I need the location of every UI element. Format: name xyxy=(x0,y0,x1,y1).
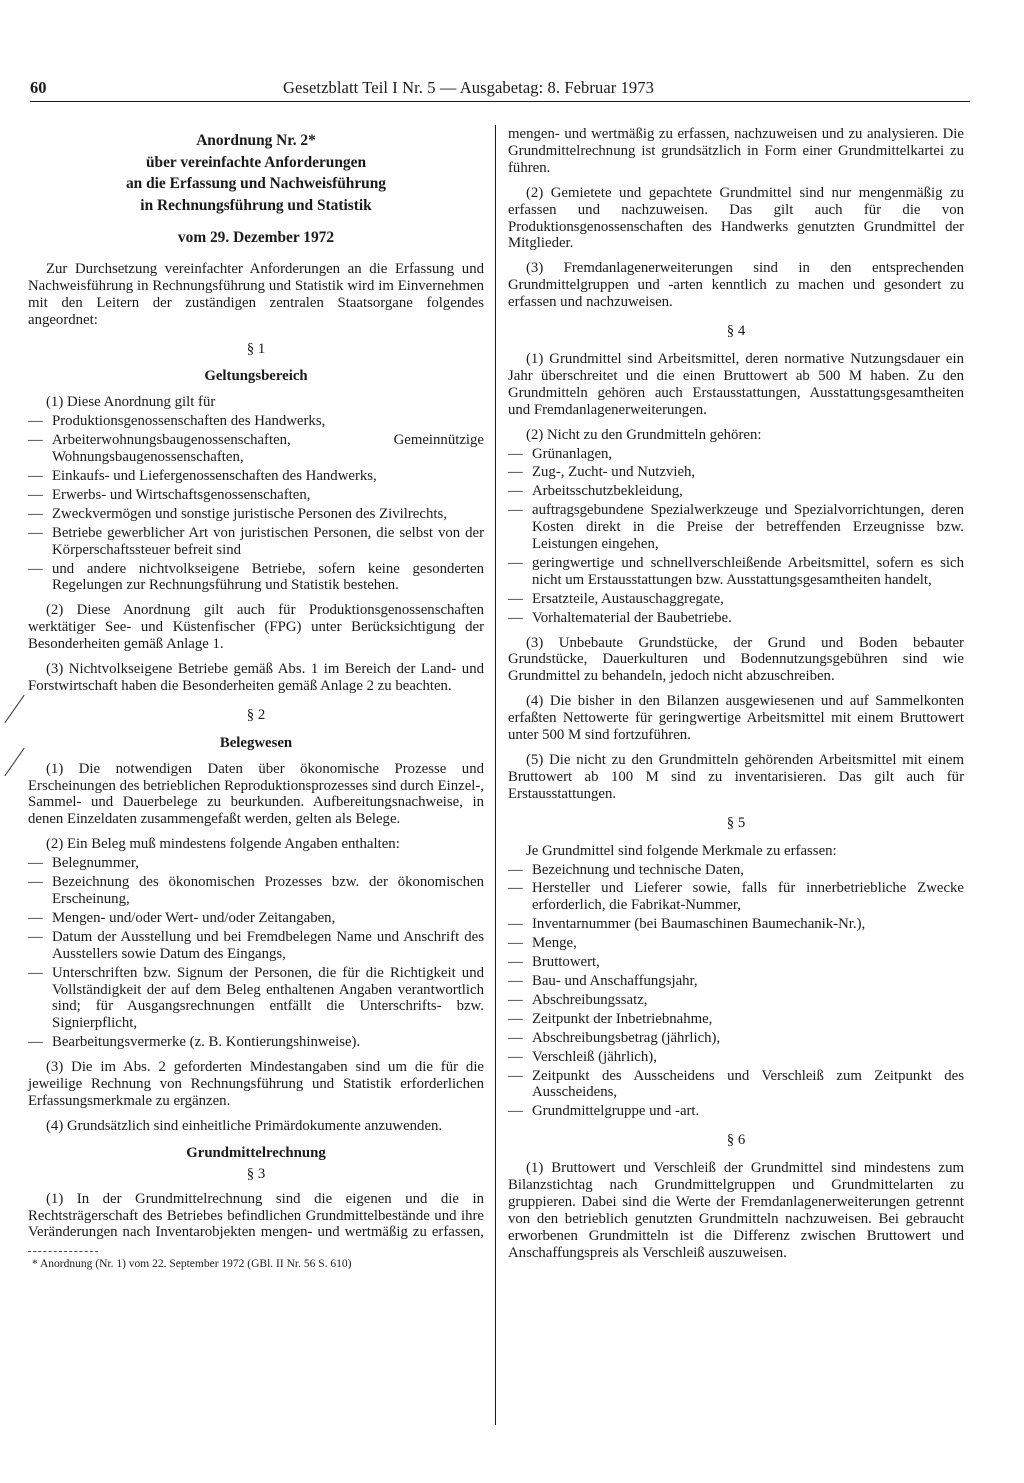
document-title xyxy=(28,130,484,216)
list-item: — Bezeichnung und technische Daten, xyxy=(508,862,964,879)
section-number: § 5 xyxy=(726,814,746,831)
column-divider xyxy=(495,125,496,1425)
list-item: — Zeitpunkt der Inbetriebnahme, xyxy=(508,1011,964,1028)
footnote-rule xyxy=(28,1251,98,1252)
left-column xyxy=(28,126,484,1271)
dash-list xyxy=(508,446,964,627)
margin-mark xyxy=(4,748,24,776)
title-line: Anordnung Nr. 2* xyxy=(196,132,316,149)
list-item: — Ersatzteile, Austauschaggregate, xyxy=(508,591,964,608)
paragraph: (4) Grundsätzlich sind einheitliche Primärdokumente anzuwenden. xyxy=(46,1117,443,1134)
list-item: — Bezeichnung des ökonomischen Prozesses bzw. der ökonomischen Erscheinung, xyxy=(28,874,484,908)
header-rule xyxy=(30,101,970,102)
paragraph: (2) Nicht zu den Grundmitteln gehören: xyxy=(526,426,762,443)
list-item: — Bruttowert, xyxy=(508,954,964,971)
section-number: § 3 xyxy=(246,1165,266,1182)
paragraph: (4) Die bisher in den Bilanzen ausgewiesenen und auf Sammelkonten erfaßten Nettowerte für geringwertige Arbeitsmittel mit einem Bruttowert unter 500 M sind fortzuführen. xyxy=(508,693,964,744)
list-item: — Bau- und Anschaffungsjahr, xyxy=(508,973,964,990)
page-number: 60 xyxy=(30,78,47,97)
paragraph: Je Grundmittel sind folgende Merkmale zu erfassen: xyxy=(526,842,837,859)
paragraph: (3) Unbebaute Grundstücke, der Grund und Boden bebauter Grundstücke, Dauerkulturen und Bodennutzungsgebühren sind wie Grundmittel zu behandeln, jedoch nicht abzuschreiben. xyxy=(508,634,964,685)
list-item: — Unterschriften bzw. Signum der Personen, die für die Richtigkeit und Vollständigkeit der auf dem Beleg enthaltenen Angaben verantwortlich sind; für Ausgangsrechnungen entfällt die Unterschrifts- bzw. Signierpflicht, xyxy=(28,965,484,1033)
dash-list xyxy=(28,855,484,1051)
list-item: — Mengen- und/oder Wert- und/oder Zeitangaben, xyxy=(28,910,484,927)
section-heading: Belegwesen xyxy=(219,734,293,751)
list-item: — auftragsgebundene Spezialwerkzeuge und Spezialvorrichtungen, deren Kosten direkt in die Preise der betreffenden Erzeugnisse bzw. Leistungen eingehen, xyxy=(508,502,964,553)
footnote: * Anordnung (Nr. 1) vom 22. September 1972 (GBl. II Nr. 56 S. 610) xyxy=(32,1257,352,1270)
list-item: — Grundmittelgruppe und -art. xyxy=(508,1103,964,1120)
dash-list xyxy=(508,862,964,1121)
subsection-heading: Grundmittelrechnung xyxy=(186,1144,326,1161)
right-column xyxy=(508,126,964,1270)
list-item: — Abschreibungsbetrag (jährlich), xyxy=(508,1030,964,1047)
list-item: — Bearbeitungsvermerke (z. B. Kontierungshinweise). xyxy=(28,1034,484,1051)
section-number: § 2 xyxy=(246,706,266,723)
paragraph: (2) Gemietete und gepachtete Grundmittel sind nur mengenmäßig zu erfassen und nachzuweisen. Das gilt auch für die von Produktionsgenossenschaften des Handwerks genutzten Grundmittel der Mitglieder. xyxy=(508,184,964,252)
section-number: § 1 xyxy=(246,340,266,357)
list-item: — Einkaufs- und Liefergenossenschaften des Handwerks, xyxy=(28,468,484,485)
paragraph: (1) Bruttowert und Verschleiß der Grundmittel sind mindestens zum Bilanzstichtag nach Grundmittelgruppen und Grundmittelarten zu gruppieren. Dabei sind die Werte der Fremdanlagenerweiterungen getrennt von den betrieblich genutzten Grundmitteln nachzuweisen. Bei gebraucht erworbenen Grundmitteln ist die Differenz zwischen Bruttowert und Anschaffungspreis als Verschleiß auszuweisen. xyxy=(508,1160,964,1261)
document-date: vom 29. Dezember 1972 xyxy=(177,229,335,246)
paragraph: (3) Die im Abs. 2 geforderten Mindestangaben sind um die für die jeweilige Rechnung von Rechnungsführung und Statistik erforderlichen Erfassungsmerkmale zu ergänzen. xyxy=(28,1059,484,1109)
list-item: — Arbeitsschutzbekleidung, xyxy=(508,483,964,500)
list-item: — Arbeiterwohnungsbaugenossenschaften, Gemeinnützige Wohnungsbaugenossenschaften, xyxy=(28,432,484,466)
list-item: — Belegnummer, xyxy=(28,855,484,872)
paragraph: (2) Diese Anordnung gilt auch für Produktionsgenossenschaften werktätiger See- und Küstenfischer (FPG) unter Berücksichtigung der Besonderheiten gemäß Anlage 1. xyxy=(28,602,484,653)
list-item: — und andere nichtvolkseigene Betriebe, sofern keine gesonderten Regelungen zur Rechnungsführung und Statistik bestehen. xyxy=(28,561,484,595)
title-line: in Rechnungsführung und Statistik xyxy=(140,196,372,214)
list-item: — Zweckvermögen und sonstige juristische Personen des Zivilrechts, xyxy=(28,506,484,523)
list-item: — geringwertige und schnellverschleißende Arbeitsmittel, sofern es sich nicht um Erstausstattungen bzw. Ausstattungsgesamtheiten handelt, xyxy=(508,555,964,589)
list-item: — Menge, xyxy=(508,935,964,952)
section-heading: Geltungsbereich xyxy=(204,368,308,385)
title-line: über vereinfachte Anforderungen xyxy=(145,153,366,171)
running-title: Gesetzblatt Teil I Nr. 5 — Ausgabetag: 8. Februar 1973 xyxy=(283,78,654,97)
list-item: — Zeitpunkt des Ausscheidens und Verschleiß zum Zeitpunkt des Ausscheidens, xyxy=(508,1068,964,1102)
list-item: — Verschleiß (jährlich), xyxy=(508,1049,964,1066)
list-item: — Zug-, Zucht- und Nutzvieh, xyxy=(508,464,964,481)
list-item: — Vorhaltematerial der Baubetriebe. xyxy=(508,610,964,627)
paragraph: (5) Die nicht zu den Grundmitteln gehörenden Arbeitsmittel mit einem Bruttowert ab 100 M sind zu inventarisieren. Das gilt auch für Erstausstattungen. xyxy=(508,752,964,802)
paragraph: (1) In der Grundmittelrechnung sind die eigenen und die in Rechtsträgerschaft des Betriebes befindlichen Grundmittelbestände und ihre Veränderungen nach Inventarobjekten mengen- und wertmäßig zu erfassen, xyxy=(28,1190,484,1241)
dash-list xyxy=(28,413,484,594)
list-item: — Hersteller und Lieferer sowie, falls für innerbetriebliche Zwecke erforderlich, die Fabrikat-Nummer, xyxy=(508,880,964,914)
section-number: § 4 xyxy=(726,323,746,340)
list-item: — Erwerbs- und Wirtschaftsgenossenschaften, xyxy=(28,487,484,504)
margin-mark xyxy=(4,695,24,723)
list-item: — Datum der Ausstellung und bei Fremdbelegen Name und Anschrift des Ausstellers sowie Datum des Eingangs, xyxy=(28,929,484,963)
list-item: — Produktionsgenossenschaften des Handwerks, xyxy=(28,413,484,430)
paragraph-continued: mengen- und wertmäßig zu erfassen, nachzuweisen und zu analysieren. Die Grundmittelrechnung ist grundsätzlich in Form einer Grundmittelkartei zu führen. xyxy=(508,126,964,176)
preamble: Zur Durchsetzung vereinfachter Anforderungen an die Erfassung und Nachweisführung in Rechnungsführung und Statistik wird im Einvernehmen mit den Leitern der zuständigen zentralen Staatsorgane folgendes angeordnet: xyxy=(28,260,484,328)
page-header xyxy=(30,78,970,100)
list-item: — Abschreibungssatz, xyxy=(508,992,964,1009)
list-item: — Betriebe gewerblicher Art von juristischen Personen, die selbst von der Körperschaftssteuer befreit sind xyxy=(28,525,484,559)
paragraph: (3) Nichtvolkseigene Betriebe gemäß Abs. 1 im Bereich der Land- und Forstwirtschaft haben die Besonderheiten gemäß Anlage 2 zu beachten. xyxy=(28,661,484,694)
section-number: § 6 xyxy=(726,1132,746,1149)
paragraph: (1) Diese Anordnung gilt für xyxy=(46,394,216,411)
paragraph: (3) Fremdanlagenerweiterungen sind in den entsprechenden Grundmittelgruppen und -arten kenntlich zu machen und gesondert zu erfassen und nachzuweisen. xyxy=(508,260,964,311)
title-line: an die Erfassung und Nachweisführung xyxy=(125,175,386,192)
paragraph: (1) Grundmittel sind Arbeitsmittel, deren normative Nutzungsdauer ein Jahr überschreitet und die einen Bruttowert ab 500 M haben. Zu den Grundmitteln gehören auch Erstausstattungen, Ausstattungsgesamtheiten und Fremdanlagenerweiterungen. xyxy=(508,350,964,418)
paragraph: (1) Die notwendigen Daten über ökonomische Prozesse und Erscheinungen des betrieblichen Reproduktionsprozesses sind durch Einzel-, Sammel- und Dauerbelege zu beurkunden. Aufbereitungsnachweise, in denen Einzeldaten zusammengefaßt werden, gelten als Belege. xyxy=(28,760,484,828)
list-item: — Grünanlagen, xyxy=(508,446,964,463)
paragraph: (2) Ein Beleg muß mindestens folgende Angaben enthalten: xyxy=(46,836,400,853)
list-item: — Inventarnummer (bei Baumaschinen Baumechanik-Nr.), xyxy=(508,916,964,933)
